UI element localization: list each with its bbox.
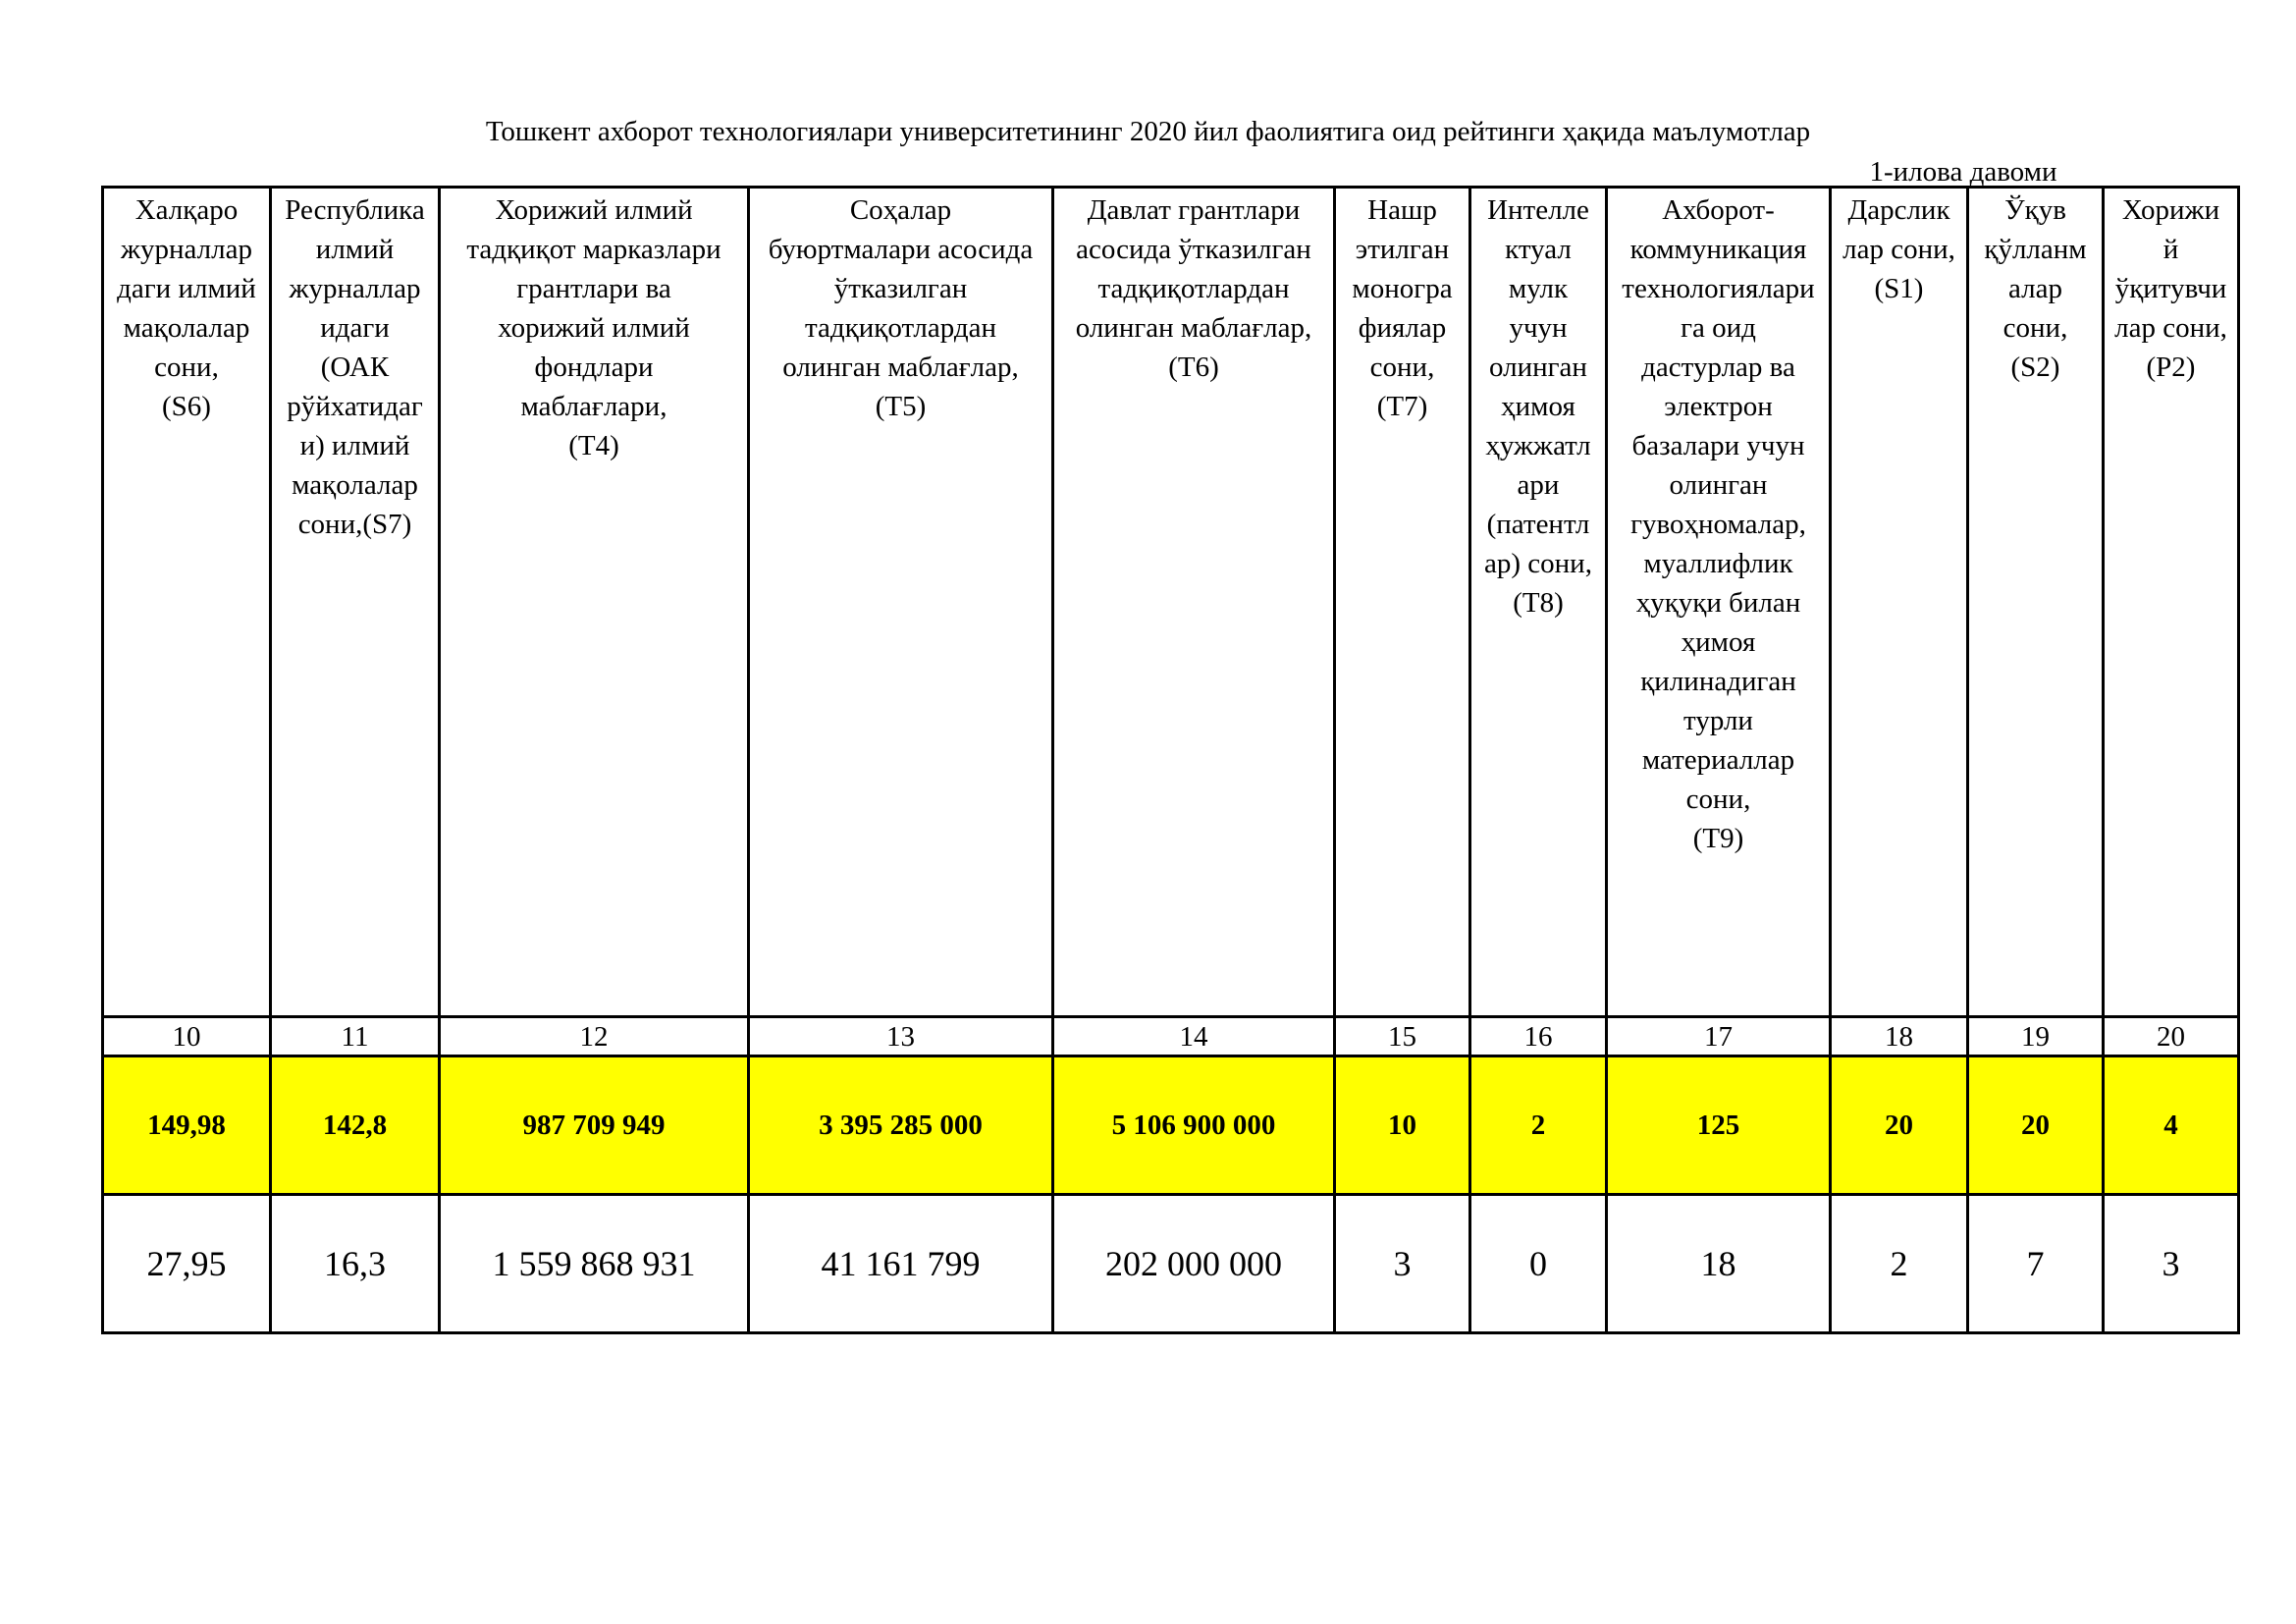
- highlight-cell: 2: [1470, 1056, 1607, 1195]
- column-number: 17: [1607, 1017, 1831, 1056]
- value-cell: 3: [1335, 1195, 1470, 1333]
- rating-table: [101, 186, 2240, 1334]
- column-header: [2104, 188, 2239, 1017]
- highlighted-values-row: [103, 1056, 2239, 1195]
- highlight-cell: 4: [2104, 1056, 2239, 1195]
- value-cell: 3: [2104, 1195, 2239, 1333]
- value-cell: 41 161 799: [749, 1195, 1053, 1333]
- column-header-text: Нашр этилган моногра фиялар сони, (T7): [1352, 194, 1453, 422]
- column-header-text: Ўқув қўлланм алар сони, (S2): [1984, 194, 2087, 383]
- column-header: [1968, 188, 2104, 1017]
- annex-label: 1-илова давоми: [1869, 156, 2057, 188]
- value-cell: 27,95: [103, 1195, 271, 1333]
- document-title: Тошкент ахборот технологиялари университетининг 2020 йил фаолиятига оид рейтинги ҳақида маълумотлар: [485, 116, 1811, 147]
- highlight-cell: 10: [1335, 1056, 1470, 1195]
- column-header-text: Хорижи й ўқитувчи лар сони, (P2): [2114, 194, 2227, 383]
- column-number: 18: [1831, 1017, 1968, 1056]
- value-cell: 2: [1831, 1195, 1968, 1333]
- column-number: 10: [103, 1017, 271, 1056]
- column-header-text: Хорижий илмий тадқиқот марказлари грантлари ва хорижий илмий фондлари маблағлари, (T4): [466, 194, 721, 461]
- highlight-cell: 5 106 900 000: [1053, 1056, 1335, 1195]
- highlight-cell: 142,8: [271, 1056, 440, 1195]
- column-number: 11: [271, 1017, 440, 1056]
- column-header-text: Ахборот- коммуникация технологиялари га оид дастурлар ва электрон базалари учун олинган гувоҳномалар, муаллифлик ҳуқуқи билан ҳимоя қилинадиган турли материаллар сони, (T9): [1622, 194, 1815, 854]
- column-number: 14: [1053, 1017, 1335, 1056]
- values-row: [103, 1195, 2239, 1333]
- highlight-cell: 987 709 949: [440, 1056, 749, 1195]
- value-cell: 16,3: [271, 1195, 440, 1333]
- column-header-text: Халқаро журналлар даги илмий мақолалар сони, (S6): [117, 194, 256, 422]
- header-row: [103, 188, 2239, 1017]
- column-header: [1831, 188, 1968, 1017]
- column-header: [103, 188, 271, 1017]
- value-cell: 18: [1607, 1195, 1831, 1333]
- highlight-cell: 3 395 285 000: [749, 1056, 1053, 1195]
- highlight-cell: 149,98: [103, 1056, 271, 1195]
- value-cell: 0: [1470, 1195, 1607, 1333]
- column-header-text: Интелле ктуал мулк учун олинган ҳимоя ҳужжатл ари (патентл ар) сони, (T8): [1484, 194, 1592, 619]
- column-number-row: [103, 1017, 2239, 1056]
- column-header-text: Давлат грантлари асосида ўтказилган тадқиқотлардан олинган маблағлар, (T6): [1075, 194, 1312, 383]
- column-number: 19: [1968, 1017, 2104, 1056]
- column-header-text: Республика илмий журналлар идаги (ОАК рўйхатидаг и) илмий мақолалар сони,(S7): [285, 194, 425, 540]
- column-header: [1470, 188, 1607, 1017]
- column-header: [1607, 188, 1831, 1017]
- column-number: 15: [1335, 1017, 1470, 1056]
- value-cell: 1 559 868 931: [440, 1195, 749, 1333]
- column-header-text: Дарслик лар сони, (S1): [1842, 194, 1955, 304]
- column-number: 13: [749, 1017, 1053, 1056]
- highlight-cell: 20: [1831, 1056, 1968, 1195]
- value-cell: 202 000 000: [1053, 1195, 1335, 1333]
- highlight-cell: 125: [1607, 1056, 1831, 1195]
- column-number: 12: [440, 1017, 749, 1056]
- highlight-cell: 20: [1968, 1056, 2104, 1195]
- column-number: 16: [1470, 1017, 1607, 1056]
- column-number: 20: [2104, 1017, 2239, 1056]
- column-header: [1335, 188, 1470, 1017]
- value-cell: 7: [1968, 1195, 2104, 1333]
- column-header: [271, 188, 440, 1017]
- column-header: [1053, 188, 1335, 1017]
- column-header: [749, 188, 1053, 1017]
- column-header: [440, 188, 749, 1017]
- column-header-text: Соҳалар буюртмалари асосида ўтказилган тадқиқотлардан олинган маблағлар, (T5): [768, 194, 1034, 422]
